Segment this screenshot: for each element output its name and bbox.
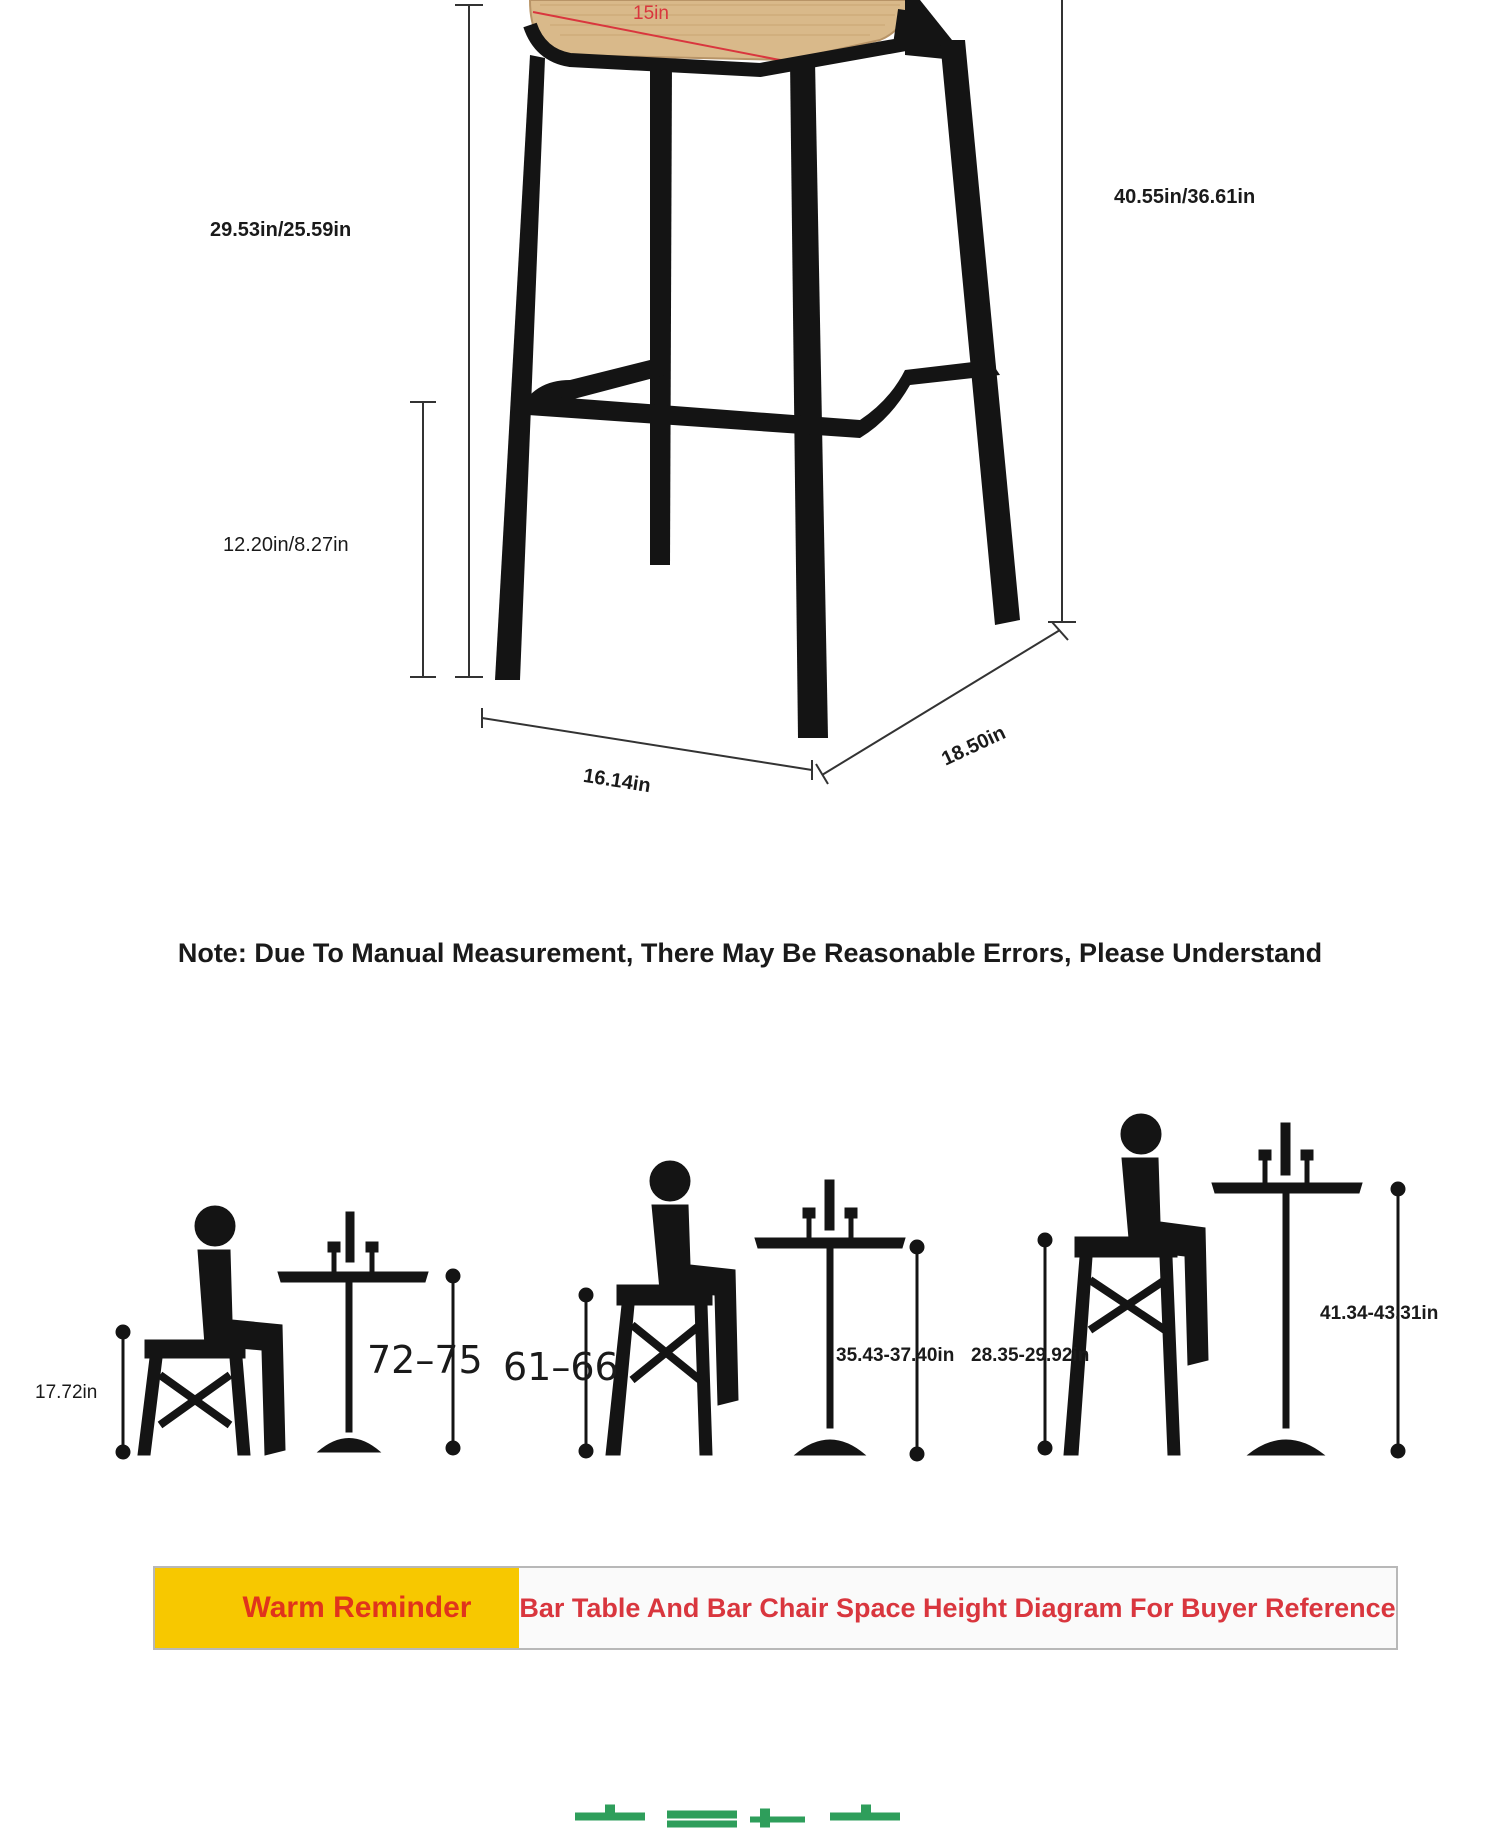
measurement-note: Note: Due To Manual Measurement, There May Be Reasonable Errors, Please Understand xyxy=(177,938,1323,968)
scene2-table-height: 35.43-37.40in xyxy=(836,1345,955,1366)
banner-left-panel xyxy=(155,1568,519,1648)
seat-width-label: 15in xyxy=(633,3,669,24)
scene1-table-height: 72–75 xyxy=(367,1338,483,1382)
banner-right-panel xyxy=(519,1568,1396,1648)
footrest-height-label: 12.20in/8.27in xyxy=(223,534,349,556)
total-height-label: 40.55in/36.61in xyxy=(1114,186,1256,208)
depth-label: 18.50in xyxy=(938,721,1010,771)
warm-reminder-banner xyxy=(153,1566,1398,1650)
scene1-chair-height: 17.72in xyxy=(35,1382,98,1403)
warm-reminder-label: Warm Reminder xyxy=(242,1591,472,1624)
green-heading-fragment xyxy=(575,1796,915,1836)
scene2-chair-height: 61–66 xyxy=(503,1345,619,1389)
scene3-chair-height: 28.35-29.92in xyxy=(971,1345,1090,1366)
seat-height-label: 29.53in/25.59in xyxy=(210,219,352,241)
width-label: 16.14in xyxy=(581,764,653,798)
banner-description: Bar Table And Bar Chair Space Height Diagram For Buyer Reference xyxy=(519,1592,1396,1623)
scene3-table-height: 41.34-43.31in xyxy=(1320,1303,1439,1324)
